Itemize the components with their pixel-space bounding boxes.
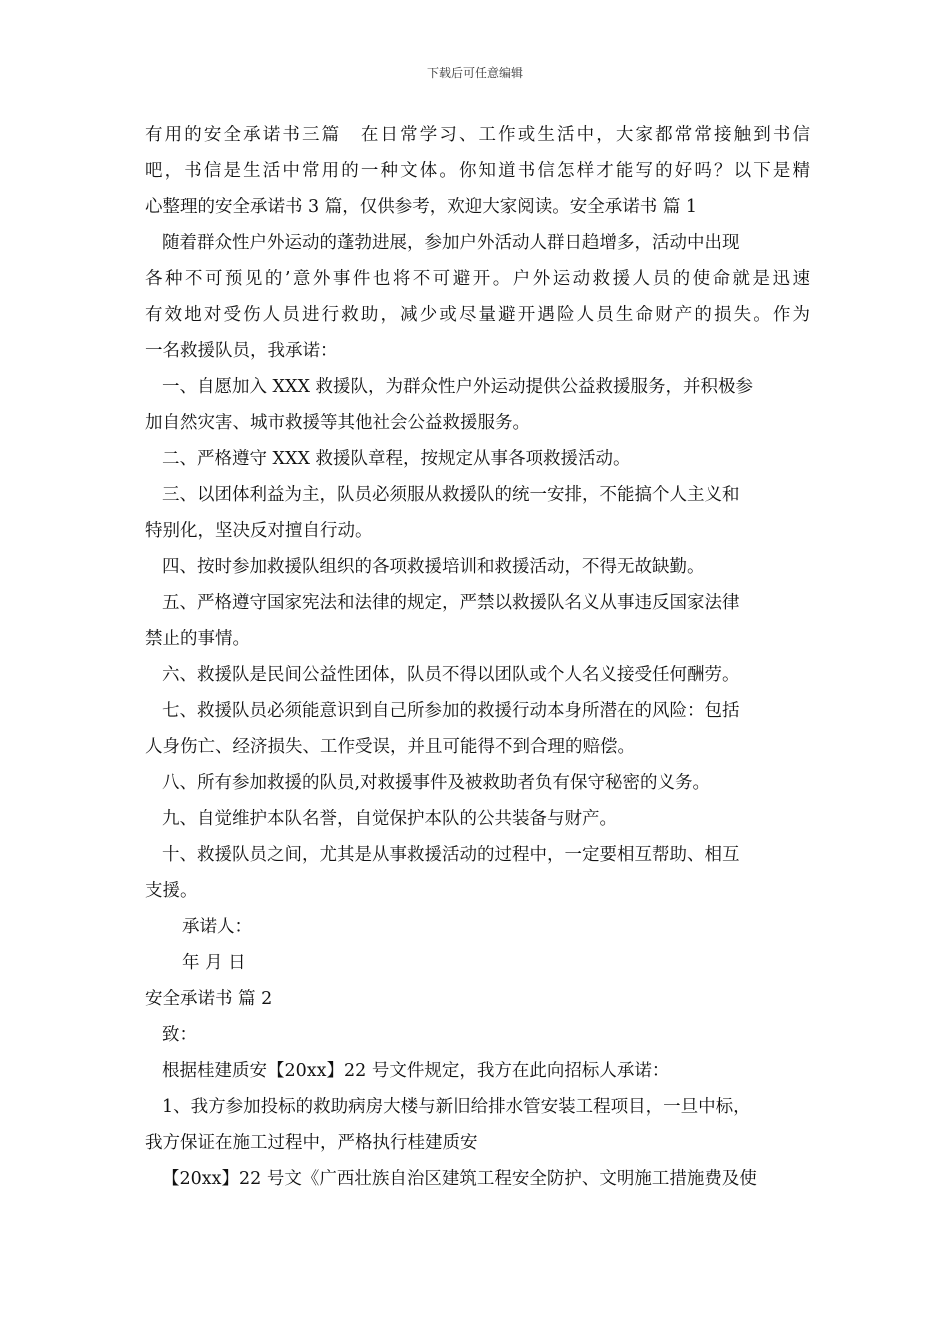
list-item-line: 【20xx】22 号文《广西壮族自治区建筑工程安全防护、文明施工措施费及使 [162, 1169, 757, 1189]
list-item-line: 二、严格遵守 XXX 救援队章程，按规定从事各项救援活动。 [162, 449, 631, 469]
paragraph-line: 随着群众性户外运动的蓬勃进展，参加户外活动人群日趋增多，活动中出现 [162, 233, 740, 253]
list-item-line: 禁止的事情。 [145, 629, 250, 649]
list-item-line: 九、自觉维护本队名誉，自觉保护本队的公共装备与财产。 [162, 809, 617, 829]
paragraph-line: 各种不可预见的’意外事件也将不可避开。户外运动救援人员的使命就是迅速 [145, 269, 810, 289]
document-body [145, 117, 810, 1197]
list-item-line: 1、我方参加投标的救助病房大楼与新旧给排水管安装工程项目，一旦中标， [162, 1097, 751, 1117]
section-title: 安全承诺书 篇 2 [145, 989, 273, 1009]
list-item-line: 七、救援队员必须能意识到自己所参加的救援行动本身所潜在的风险：包括 [162, 701, 740, 721]
list-item-line: 一、自愿加入 XXX 救援队，为群众性户外运动提供公益救援服务，并积极参 [162, 377, 753, 397]
paragraph-line: 根据桂建质安【20xx】22 号文件规定，我方在此向招标人承诺： [162, 1061, 670, 1081]
paragraph-line: 一名救援队员，我承诺： [145, 341, 338, 361]
salutation: 致： [162, 1025, 197, 1045]
list-item-line: 八、所有参加救援的队员,对救援事件及被救助者负有保守秘密的义务。 [162, 773, 711, 793]
paragraph-line: 有效地对受伤人员进行救助，减少或尽量避开遇险人员生命财产的损失。作为 [145, 305, 810, 325]
date-label: 年 月 日 [182, 953, 246, 973]
list-item-line: 特别化，坚决反对擅自行动。 [145, 521, 373, 541]
list-item-line: 四、按时参加救援队组织的各项救援培训和救援活动，不得无故缺勤。 [162, 557, 705, 577]
paragraph-line: 有用的安全承诺书三篇 在日常学习、工作或生活中，大家都常常接触到书信 [145, 125, 810, 145]
list-item-line: 五、严格遵守国家宪法和法律的规定，严禁以救援队名义从事违反国家法律 [162, 593, 740, 613]
list-item-line: 三、以团体利益为主，队员必须服从救援队的统一安排，不能搞个人主义和 [162, 485, 740, 505]
list-item-line: 我方保证在施工过程中，严格执行桂建质安 [145, 1133, 478, 1153]
list-item-line: 人身伤亡、经济损失、工作受误，并且可能得不到合理的赔偿。 [145, 737, 635, 757]
signature-label: 承诺人： [182, 917, 252, 937]
list-item-line: 加自然灾害、城市救援等其他社会公益救援服务。 [145, 413, 530, 433]
paragraph-line: 心整理的安全承诺书 3 篇，仅供参考，欢迎大家阅读。安全承诺书 篇 1 [145, 197, 698, 217]
list-item-line: 六、救援队是民间公益性团体，队员不得以团队或个人名义接受任何酬劳。 [162, 665, 740, 685]
paragraph-line: 吧，书信是生活中常用的一种文体。你知道书信怎样才能写的好吗？以下是精 [145, 161, 810, 181]
list-item-line: 支援。 [145, 881, 198, 901]
page-header: 下载后可任意编辑 [426, 66, 523, 80]
list-item-line: 十、救援队员之间，尤其是从事救援活动的过程中，一定要相互帮助、相互 [162, 845, 740, 865]
